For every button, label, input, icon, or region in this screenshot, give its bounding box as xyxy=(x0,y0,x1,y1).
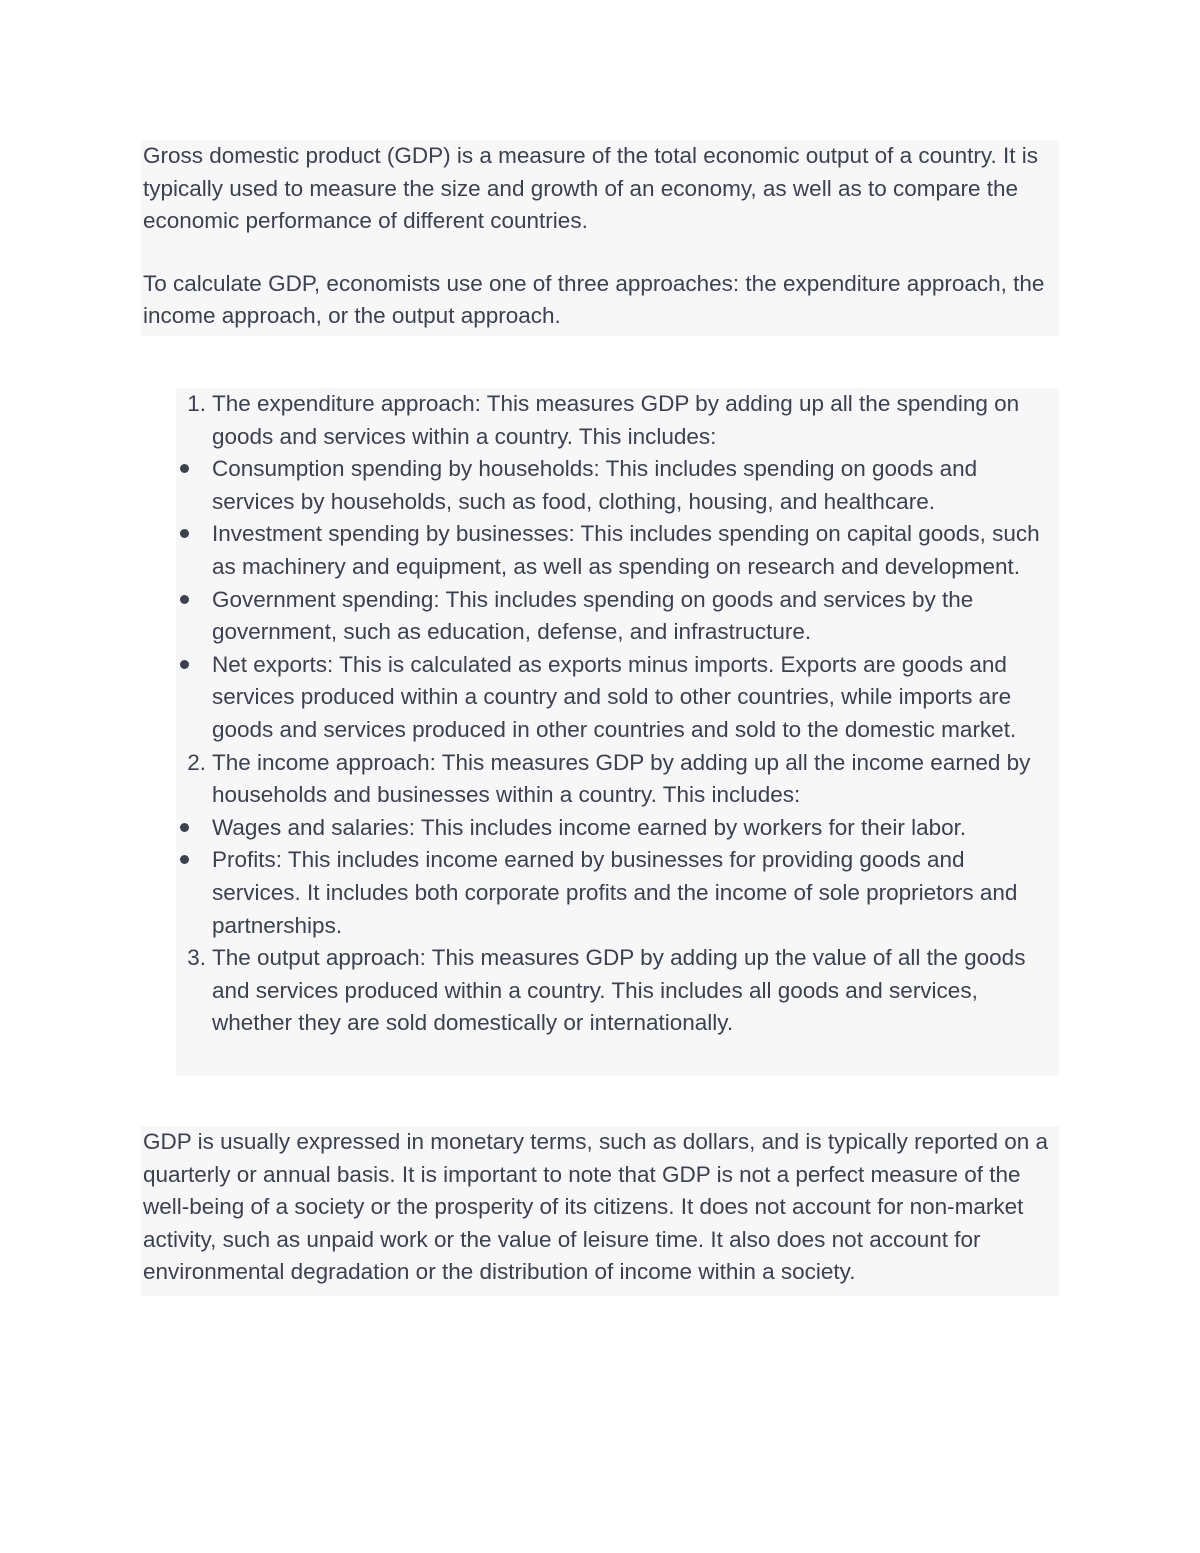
closing-section xyxy=(141,1126,1059,1296)
list-item-expenditure xyxy=(176,388,1059,453)
list-item-profits xyxy=(176,844,1059,942)
closing-paragraph: GDP is usually expressed in monetary terms, such as dollars, and is typically reported on a quarterly or annual basis. It is important to note that GDP is not a perfect measure of the well-being of a society or the prosperity of its citizens. It does not account for non-market activity, such as unpaid work or the value of leisure time. It also does not account for environmental degradation or the distribution of income within a society. xyxy=(143,1129,1048,1285)
intro-section xyxy=(141,140,1059,336)
intro-paragraph: Gross domestic product (GDP) is a measure of the total economic output of a country. It is typically used to measure the size and growth of an economy, as well as to compare the economic performance of different countries. xyxy=(143,143,1038,234)
approaches-list xyxy=(176,388,1059,1076)
list-number: 2. xyxy=(187,749,206,775)
list-item-text: The income approach: This measures GDP by adding up all the income earned by households and businesses within a country. This includes: xyxy=(212,749,1031,808)
list-item-income xyxy=(176,747,1059,812)
bullet-icon xyxy=(180,649,210,682)
bullet-icon xyxy=(180,844,210,877)
bullet-icon xyxy=(180,812,210,845)
list-item-investment xyxy=(176,518,1059,583)
list-item-consumption xyxy=(176,453,1059,518)
list-item-net-exports xyxy=(176,649,1059,747)
list-item-text: Consumption spending by households: This includes spending on goods and services by households, such as food, clothing, housing, and healthcare. xyxy=(212,456,978,514)
bullet-icon xyxy=(180,518,210,551)
list-item-output xyxy=(176,942,1059,1040)
list-number: 3. xyxy=(187,945,206,971)
list-item-text: Wages and salaries: This includes income earned by workers for their labor. xyxy=(212,814,967,840)
list-item-text: Investment spending by businesses: This includes spending on capital goods, such as machinery and equipment, as well as spending on research and development. xyxy=(212,521,1040,579)
bullet-icon xyxy=(180,453,210,486)
list-item-text: The output approach: This measures GDP by adding up the value of all the goods and services produced within a country. This includes all goods and services, whether they are sold domestically or internationally. xyxy=(212,945,1026,1036)
list-item-text: The expenditure approach: This measures GDP by adding up all the spending on goods and services within a country. This includes: xyxy=(212,391,1020,449)
list-item-text: Profits: This includes income earned by businesses for providing goods and services. It includes both corporate profits and the income of sole proprietors and partnerships. xyxy=(212,847,1018,938)
list-item-wages xyxy=(176,812,1059,845)
list-item-text: Net exports: This is calculated as exports minus imports. Exports are goods and services produced within a country and sold to other countries, while imports are goods and services produced in other countries and sold to the domestic market. xyxy=(212,651,1017,742)
list-item-government xyxy=(176,584,1059,649)
bullet-icon xyxy=(180,584,210,617)
approaches-paragraph: To calculate GDP, economists use one of three approaches: the expenditure approach, the income approach, or the output approach. xyxy=(143,270,1045,329)
list-item-text: Government spending: This includes spending on goods and services by the government, such as education, defense, and infrastructure. xyxy=(212,586,974,645)
list-number: 1. xyxy=(187,391,206,416)
